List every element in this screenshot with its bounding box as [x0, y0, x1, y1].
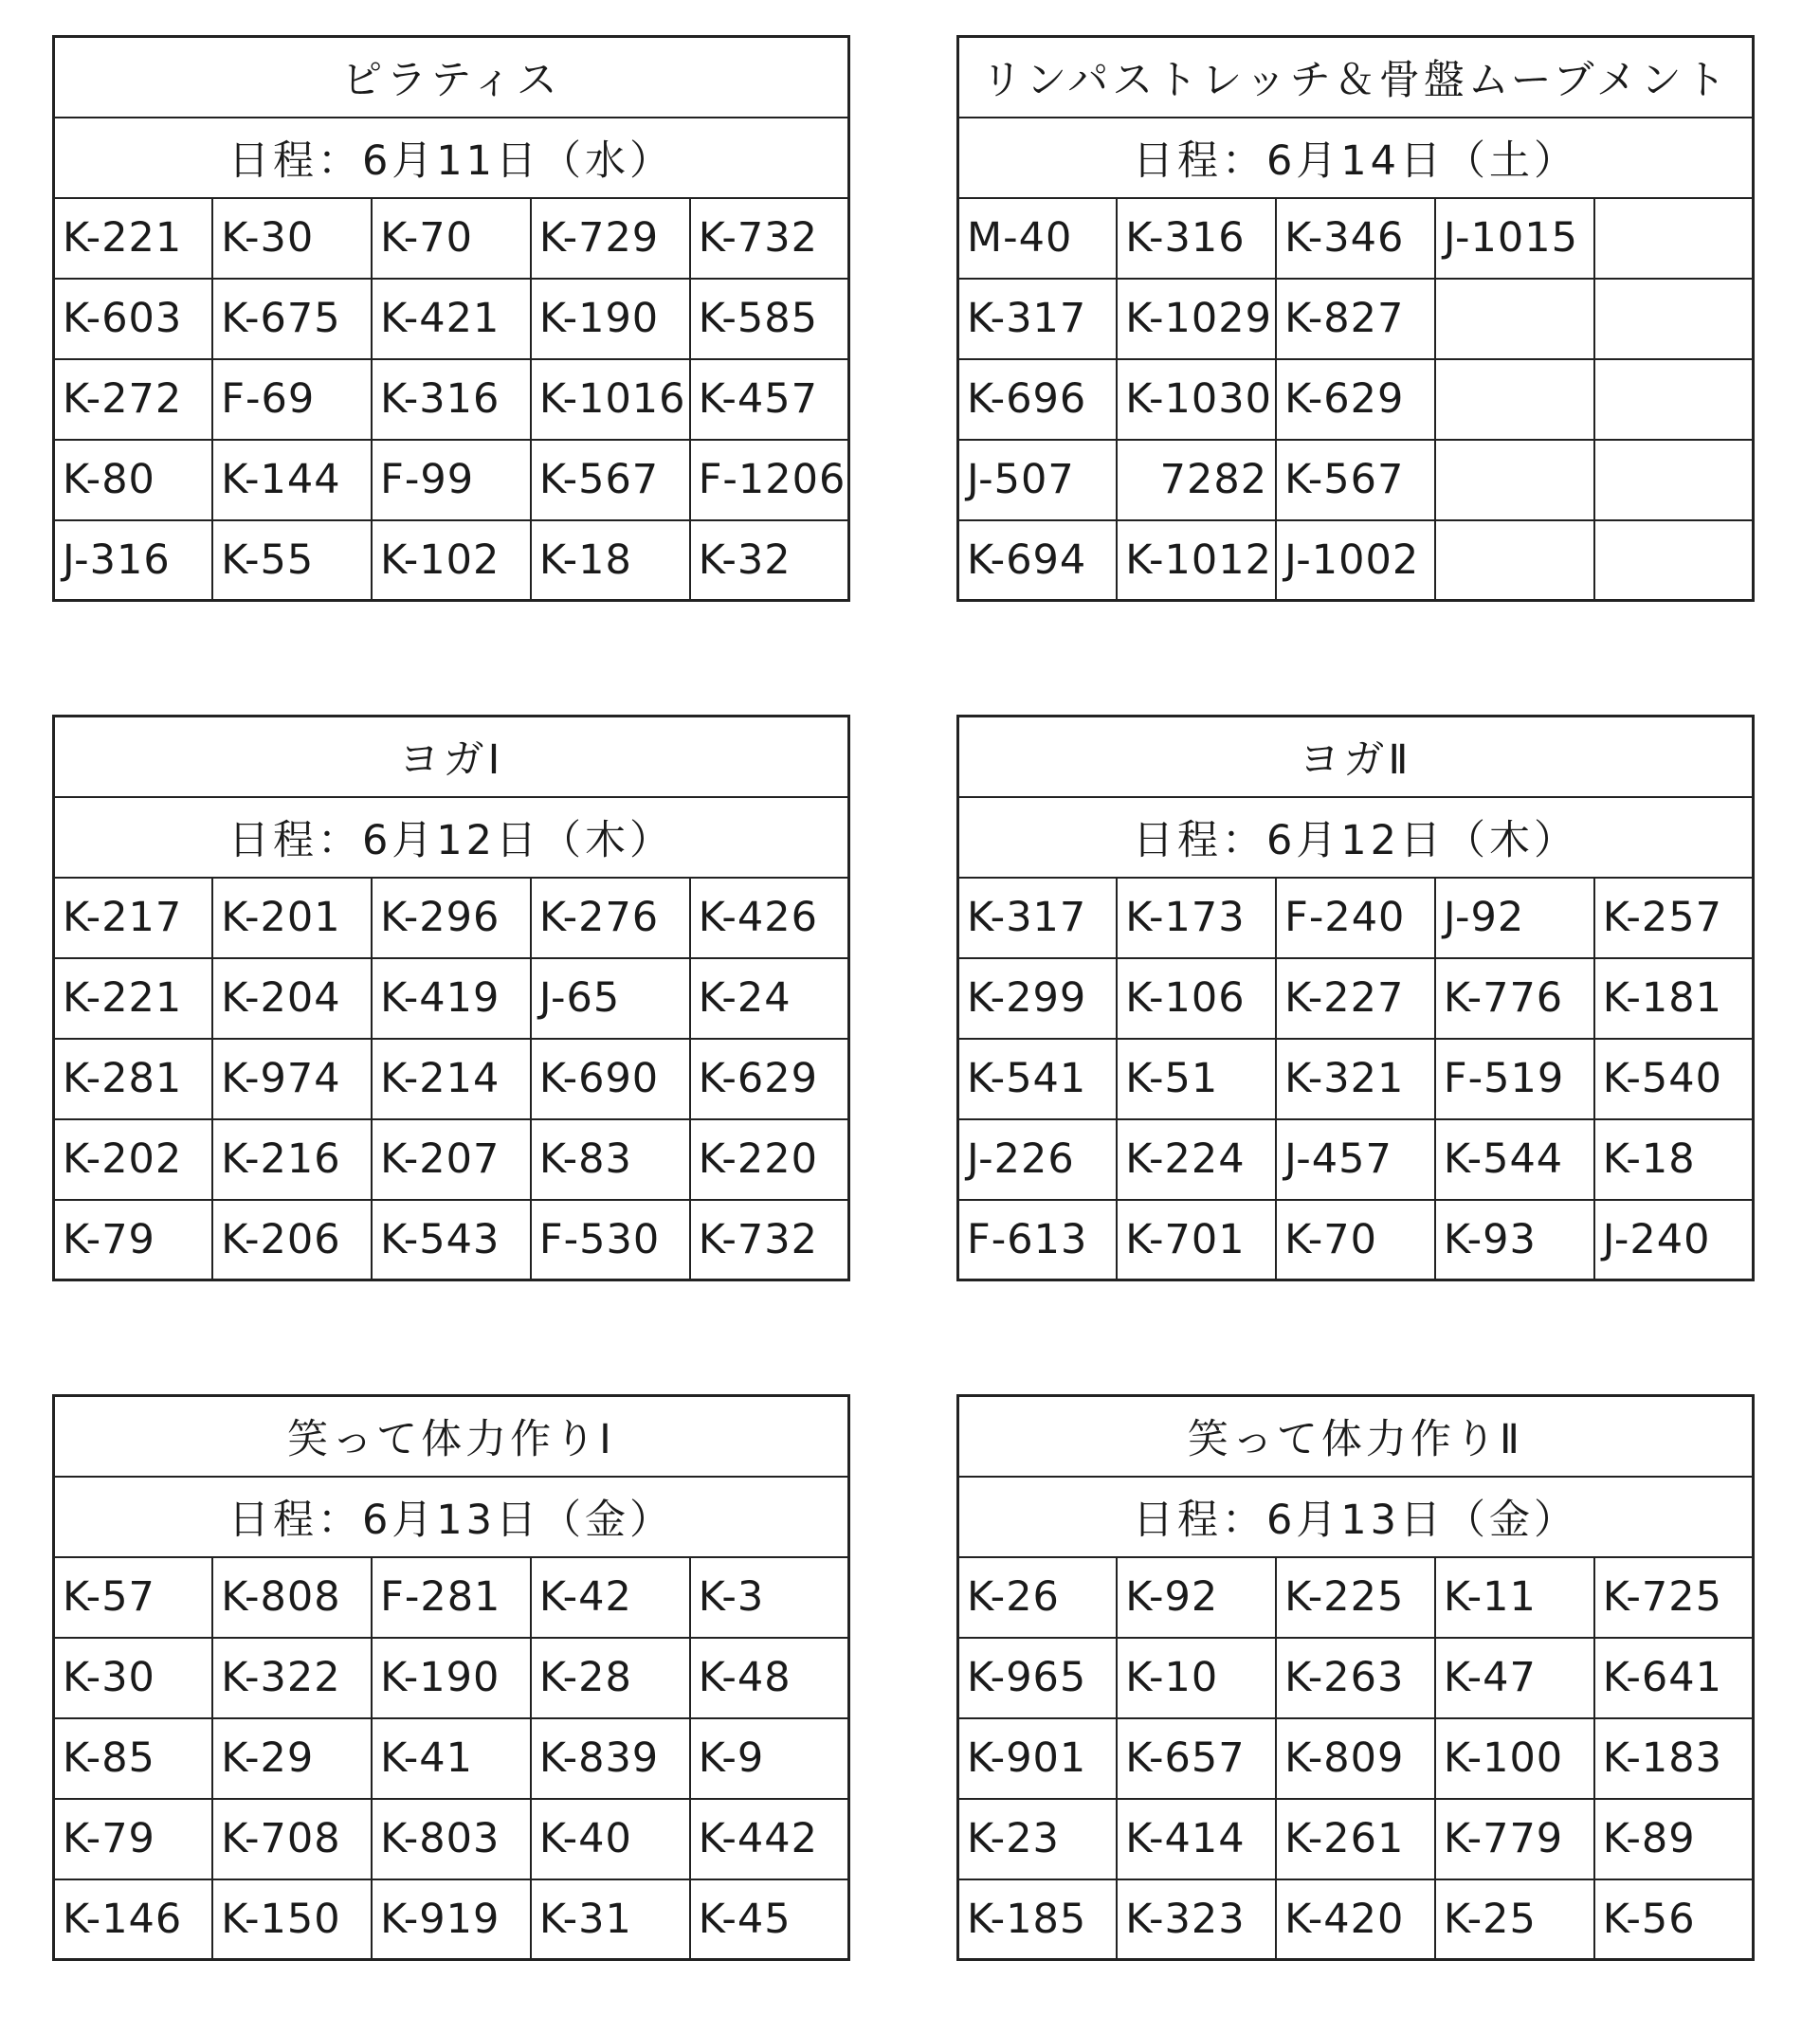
participant-id-cell: K-808 — [212, 1557, 372, 1638]
class-table-yoga-1 — [52, 715, 850, 1281]
participant-id-cell: K-1016 — [531, 359, 690, 440]
participant-id-cell: K-426 — [690, 878, 849, 958]
table-row — [54, 279, 849, 359]
table-title: 笑って体力作りⅠ — [54, 1396, 849, 1477]
schedule-date: 日程：6月13日（金） — [958, 1477, 1754, 1557]
participant-id-cell: K-106 — [1117, 958, 1276, 1039]
table-row — [958, 958, 1754, 1039]
participant-id-cell: K-83 — [531, 1119, 690, 1200]
participant-id-cell: K-70 — [372, 198, 531, 279]
participant-id-cell: K-729 — [531, 198, 690, 279]
table-row — [958, 1879, 1754, 1960]
participant-id-cell: K-543 — [372, 1200, 531, 1280]
participant-id-cell: K-221 — [54, 198, 213, 279]
schedule-date: 日程：6月11日（水） — [54, 118, 849, 198]
participant-id-cell: K-1030 — [1117, 359, 1276, 440]
participant-id-cell: K-25 — [1435, 1879, 1594, 1960]
participant-id-cell: K-809 — [1276, 1718, 1435, 1799]
participant-id-cell: K-181 — [1594, 958, 1754, 1039]
participant-id-cell: K-93 — [1435, 1200, 1594, 1280]
participant-id-cell: F-519 — [1435, 1039, 1594, 1119]
participant-id-cell: K-32 — [690, 520, 849, 601]
schedule-date: 日程：6月14日（土） — [958, 118, 1754, 198]
participant-id-cell: 7282 — [1117, 440, 1276, 520]
participant-id-cell: K-296 — [372, 878, 531, 958]
participant-id-cell: K-30 — [212, 198, 372, 279]
table-row — [54, 359, 849, 440]
table-row — [54, 198, 849, 279]
participant-id-cell: K-48 — [690, 1638, 849, 1718]
participant-id-cell: J-1002 — [1276, 520, 1435, 601]
participant-id-cell — [1435, 279, 1594, 359]
participant-id-cell: F-281 — [372, 1557, 531, 1638]
participant-id-cell: K-317 — [958, 878, 1118, 958]
participant-id-cell: K-321 — [1276, 1039, 1435, 1119]
participant-id-cell: K-144 — [212, 440, 372, 520]
participant-id-cell: K-346 — [1276, 198, 1435, 279]
participant-id-cell: K-56 — [1594, 1879, 1754, 1960]
participant-id-cell — [1435, 359, 1594, 440]
schedule-date: 日程：6月13日（金） — [54, 1477, 849, 1557]
participant-id-cell — [1594, 279, 1754, 359]
table-row — [54, 878, 849, 958]
participant-id-cell: F-530 — [531, 1200, 690, 1280]
participant-id-cell: K-316 — [1117, 198, 1276, 279]
class-table-lymph-stretch — [956, 35, 1755, 602]
participant-id-cell: K-629 — [690, 1039, 849, 1119]
participant-id-cell: K-316 — [372, 359, 531, 440]
participant-id-cell: K-281 — [54, 1039, 213, 1119]
participant-id-cell: M-40 — [958, 198, 1118, 279]
schedule-date: 日程：6月12日（木） — [958, 797, 1754, 878]
participant-id-cell: K-31 — [531, 1879, 690, 1960]
participant-id-cell: K-190 — [372, 1638, 531, 1718]
participant-id-cell: K-79 — [54, 1799, 213, 1879]
participant-id-cell: K-70 — [1276, 1200, 1435, 1280]
participant-id-cell: K-732 — [690, 1200, 849, 1280]
participant-id-cell: J-1015 — [1435, 198, 1594, 279]
table-row — [958, 1718, 1754, 1799]
participant-id-cell: K-42 — [531, 1557, 690, 1638]
participant-id-cell: K-803 — [372, 1799, 531, 1879]
participant-id-cell: K-263 — [1276, 1638, 1435, 1718]
table-title: ヨガⅠ — [54, 717, 849, 797]
participant-id-cell: K-80 — [54, 440, 213, 520]
table-title: リンパストレッチ＆骨盤ムーブメント — [958, 37, 1754, 118]
participant-id-cell: K-657 — [1117, 1718, 1276, 1799]
table-row — [54, 520, 849, 601]
participant-id-cell: K-694 — [958, 520, 1118, 601]
table-row — [54, 1638, 849, 1718]
participant-id-cell: J-316 — [54, 520, 213, 601]
table-row — [958, 440, 1754, 520]
table-row — [958, 878, 1754, 958]
participant-id-cell: K-540 — [1594, 1039, 1754, 1119]
participant-id-cell: K-901 — [958, 1718, 1118, 1799]
table-row — [958, 279, 1754, 359]
participant-id-cell: K-457 — [690, 359, 849, 440]
participant-id-cell: K-150 — [212, 1879, 372, 1960]
table-row — [54, 958, 849, 1039]
participant-id-cell: K-603 — [54, 279, 213, 359]
participant-id-cell: K-544 — [1435, 1119, 1594, 1200]
participant-id-cell: K-3 — [690, 1557, 849, 1638]
participant-id-cell: K-30 — [54, 1638, 213, 1718]
table-title: ピラティス — [54, 37, 849, 118]
participant-id-cell: K-675 — [212, 279, 372, 359]
participant-id-cell: K-206 — [212, 1200, 372, 1280]
table-title: ヨガⅡ — [958, 717, 1754, 797]
participant-id-cell: J-507 — [958, 440, 1118, 520]
participant-id-cell: K-919 — [372, 1879, 531, 1960]
participant-id-cell: J-457 — [1276, 1119, 1435, 1200]
table-row — [958, 1557, 1754, 1638]
table-row — [54, 1119, 849, 1200]
participant-id-cell: K-317 — [958, 279, 1118, 359]
class-table-laugh-fitness-2 — [956, 1394, 1755, 1961]
table-row — [958, 198, 1754, 279]
participant-id-cell: K-725 — [1594, 1557, 1754, 1638]
participant-id-cell: J-240 — [1594, 1200, 1754, 1280]
participant-id-cell: K-92 — [1117, 1557, 1276, 1638]
table-row — [54, 440, 849, 520]
table-row — [958, 1638, 1754, 1718]
participant-id-cell: K-442 — [690, 1799, 849, 1879]
participant-id-cell: K-216 — [212, 1119, 372, 1200]
participant-id-cell: K-102 — [372, 520, 531, 601]
participant-id-cell: K-322 — [212, 1638, 372, 1718]
participant-id-cell: K-9 — [690, 1718, 849, 1799]
participant-id-cell: K-779 — [1435, 1799, 1594, 1879]
table-row — [54, 1718, 849, 1799]
participant-id-cell: K-185 — [958, 1879, 1118, 1960]
class-table-yoga-2 — [956, 715, 1755, 1281]
participant-id-cell — [1435, 520, 1594, 601]
participant-id-cell: K-207 — [372, 1119, 531, 1200]
participant-id-cell: K-201 — [212, 878, 372, 958]
participant-id-cell: K-299 — [958, 958, 1118, 1039]
participant-id-cell: K-40 — [531, 1799, 690, 1879]
participant-id-cell: K-1029 — [1117, 279, 1276, 359]
participant-id-cell: J-65 — [531, 958, 690, 1039]
participant-id-cell: K-257 — [1594, 878, 1754, 958]
participant-id-cell: K-629 — [1276, 359, 1435, 440]
participant-id-cell: K-100 — [1435, 1718, 1594, 1799]
participant-id-cell: K-690 — [531, 1039, 690, 1119]
participant-id-cell: K-708 — [212, 1799, 372, 1879]
participant-id-cell: K-732 — [690, 198, 849, 279]
participant-id-cell: K-541 — [958, 1039, 1118, 1119]
participant-id-cell: K-567 — [531, 440, 690, 520]
participant-id-cell: K-18 — [1594, 1119, 1754, 1200]
participant-id-cell: K-276 — [531, 878, 690, 958]
participant-id-cell: K-55 — [212, 520, 372, 601]
participant-id-cell: K-641 — [1594, 1638, 1754, 1718]
participant-id-cell: K-146 — [54, 1879, 213, 1960]
participant-id-cell: K-214 — [372, 1039, 531, 1119]
participant-id-cell: K-225 — [1276, 1557, 1435, 1638]
participant-id-cell: K-261 — [1276, 1799, 1435, 1879]
participant-id-cell: K-974 — [212, 1039, 372, 1119]
participant-id-cell: K-57 — [54, 1557, 213, 1638]
participant-id-cell: K-585 — [690, 279, 849, 359]
class-table-laugh-fitness-1 — [52, 1394, 850, 1961]
participant-id-cell: K-1012 — [1117, 520, 1276, 601]
table-row — [54, 1799, 849, 1879]
participant-id-cell: K-10 — [1117, 1638, 1276, 1718]
participant-id-cell — [1594, 440, 1754, 520]
participant-id-cell: K-701 — [1117, 1200, 1276, 1280]
participant-id-cell: K-204 — [212, 958, 372, 1039]
table-row — [958, 359, 1754, 440]
participant-id-cell: K-41 — [372, 1718, 531, 1799]
schedule-date: 日程：6月12日（木） — [54, 797, 849, 878]
table-row — [54, 1557, 849, 1638]
participant-id-cell: F-69 — [212, 359, 372, 440]
table-title: 笑って体力作りⅡ — [958, 1396, 1754, 1477]
participant-id-cell: K-51 — [1117, 1039, 1276, 1119]
participant-id-cell: K-18 — [531, 520, 690, 601]
table-row — [958, 520, 1754, 601]
table-row — [54, 1200, 849, 1280]
participant-id-cell: K-45 — [690, 1879, 849, 1960]
participant-id-cell: K-173 — [1117, 878, 1276, 958]
participant-id-cell: F-240 — [1276, 878, 1435, 958]
participant-id-cell: K-217 — [54, 878, 213, 958]
participant-id-cell: F-613 — [958, 1200, 1118, 1280]
participant-id-cell: K-839 — [531, 1718, 690, 1799]
participant-id-cell — [1594, 359, 1754, 440]
participant-id-cell: K-202 — [54, 1119, 213, 1200]
participant-id-cell: K-221 — [54, 958, 213, 1039]
participant-id-cell: F-1206 — [690, 440, 849, 520]
participant-id-cell: K-567 — [1276, 440, 1435, 520]
participant-id-cell: J-92 — [1435, 878, 1594, 958]
participant-id-cell: K-89 — [1594, 1799, 1754, 1879]
participant-id-cell: K-419 — [372, 958, 531, 1039]
participant-id-cell: K-414 — [1117, 1799, 1276, 1879]
table-row — [54, 1039, 849, 1119]
participant-id-cell: K-827 — [1276, 279, 1435, 359]
participant-id-cell: K-11 — [1435, 1557, 1594, 1638]
participant-id-cell: K-220 — [690, 1119, 849, 1200]
table-row — [958, 1039, 1754, 1119]
participant-id-cell: K-965 — [958, 1638, 1118, 1718]
participant-id-cell: K-183 — [1594, 1718, 1754, 1799]
table-row — [54, 1879, 849, 1960]
participant-id-cell: J-226 — [958, 1119, 1118, 1200]
participant-id-cell: K-79 — [54, 1200, 213, 1280]
participant-id-cell: K-224 — [1117, 1119, 1276, 1200]
participant-id-cell: K-24 — [690, 958, 849, 1039]
participant-id-cell — [1594, 520, 1754, 601]
table-row — [958, 1119, 1754, 1200]
participant-id-cell: K-29 — [212, 1718, 372, 1799]
participant-id-cell: K-272 — [54, 359, 213, 440]
participant-id-cell: K-85 — [54, 1718, 213, 1799]
participant-id-cell — [1435, 440, 1594, 520]
participant-id-cell: K-28 — [531, 1638, 690, 1718]
participant-id-cell: K-420 — [1276, 1879, 1435, 1960]
table-row — [958, 1799, 1754, 1879]
participant-id-cell: K-776 — [1435, 958, 1594, 1039]
participant-id-cell: K-23 — [958, 1799, 1118, 1879]
table-row — [958, 1200, 1754, 1280]
participant-id-cell: K-190 — [531, 279, 690, 359]
participant-id-cell: K-696 — [958, 359, 1118, 440]
participant-id-cell: K-47 — [1435, 1638, 1594, 1718]
participant-id-cell: K-227 — [1276, 958, 1435, 1039]
participant-id-cell: K-323 — [1117, 1879, 1276, 1960]
participant-id-cell: K-26 — [958, 1557, 1118, 1638]
participant-id-cell: K-421 — [372, 279, 531, 359]
participant-id-cell — [1594, 198, 1754, 279]
class-table-pilates — [52, 35, 850, 602]
participant-id-cell: F-99 — [372, 440, 531, 520]
